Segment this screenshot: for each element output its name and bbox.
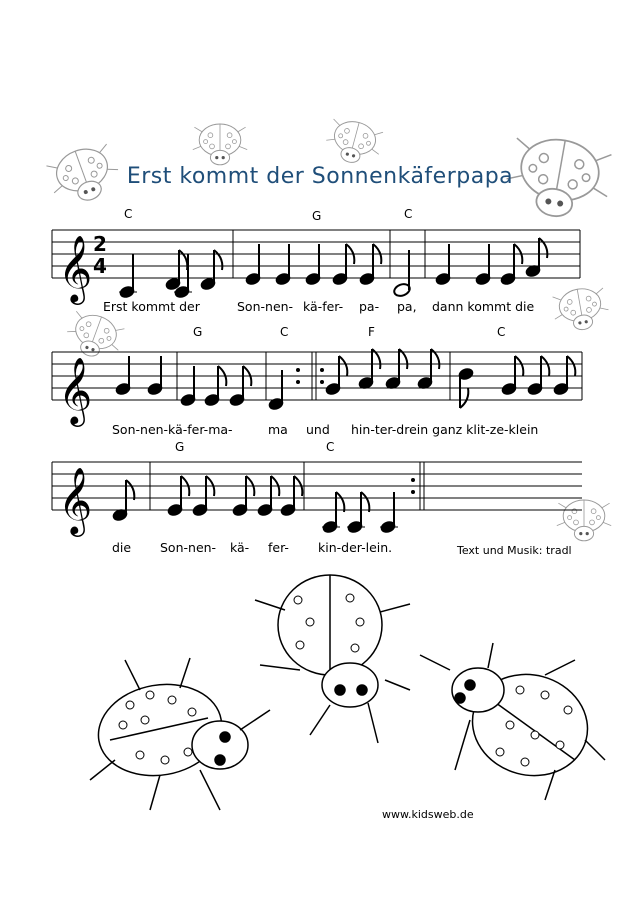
website-link[interactable]: www.kidsweb.de <box>382 808 474 821</box>
ladybug-icon <box>255 575 410 743</box>
chord-label: C <box>326 440 335 454</box>
ladybug-icon <box>193 124 247 165</box>
staff-system-1 <box>52 230 580 278</box>
chord-label: C <box>124 207 133 221</box>
chord-label: G <box>312 209 322 223</box>
lyric-text: fer- <box>268 540 289 555</box>
treble-clef-icon: 𝄞 <box>58 466 93 534</box>
chord-label: C <box>497 325 506 339</box>
lyric-text: pa- <box>359 299 380 314</box>
song-title: Erst kommt der Sonnenkäferpapa <box>126 164 514 189</box>
time-signature-top: 2 <box>93 232 107 256</box>
chord-label: C <box>404 207 413 221</box>
chord-label: G <box>193 325 203 339</box>
ladybug-icon <box>90 658 270 810</box>
ladybug-icon <box>420 643 605 800</box>
credit-text: Text und Musik: tradl <box>457 544 572 557</box>
ladybug-icon <box>557 500 611 541</box>
lyric-text: kin-der-lein. <box>318 540 393 555</box>
chord-label: G <box>175 440 185 454</box>
ladybug-icon <box>550 285 611 335</box>
notes-system-2 <box>115 349 576 411</box>
ladybug-icon <box>322 116 385 169</box>
lyric-text: kä-fer- <box>303 299 344 314</box>
treble-clef-icon: 𝄞 <box>58 234 93 302</box>
notes-system-1 <box>119 238 548 299</box>
lyric-text: pa, <box>397 299 417 314</box>
lyric-text: Erst kommt der <box>103 299 200 314</box>
lyric-text: Son-nen-kä-fer-ma- <box>112 422 233 437</box>
lyric-text: hin-ter-drein ganz klit-ze-klein <box>351 422 539 437</box>
lyric-text: die <box>112 540 132 555</box>
chord-label: C <box>280 325 289 339</box>
chord-label: F <box>368 325 375 339</box>
lyric-text: dann kommt die <box>432 299 535 314</box>
treble-clef-icon: 𝄞 <box>58 356 93 424</box>
lyric-text: und <box>306 422 330 437</box>
lyric-text: ma <box>268 422 288 437</box>
lyric-text: kä- <box>230 540 250 555</box>
time-signature-bottom: 4 <box>93 254 107 278</box>
staff-system-2 <box>52 352 582 400</box>
lyric-text: Son-nen- <box>160 540 217 555</box>
notes-system-3 <box>112 476 398 534</box>
lyric-text: Son-nen- <box>237 299 294 314</box>
